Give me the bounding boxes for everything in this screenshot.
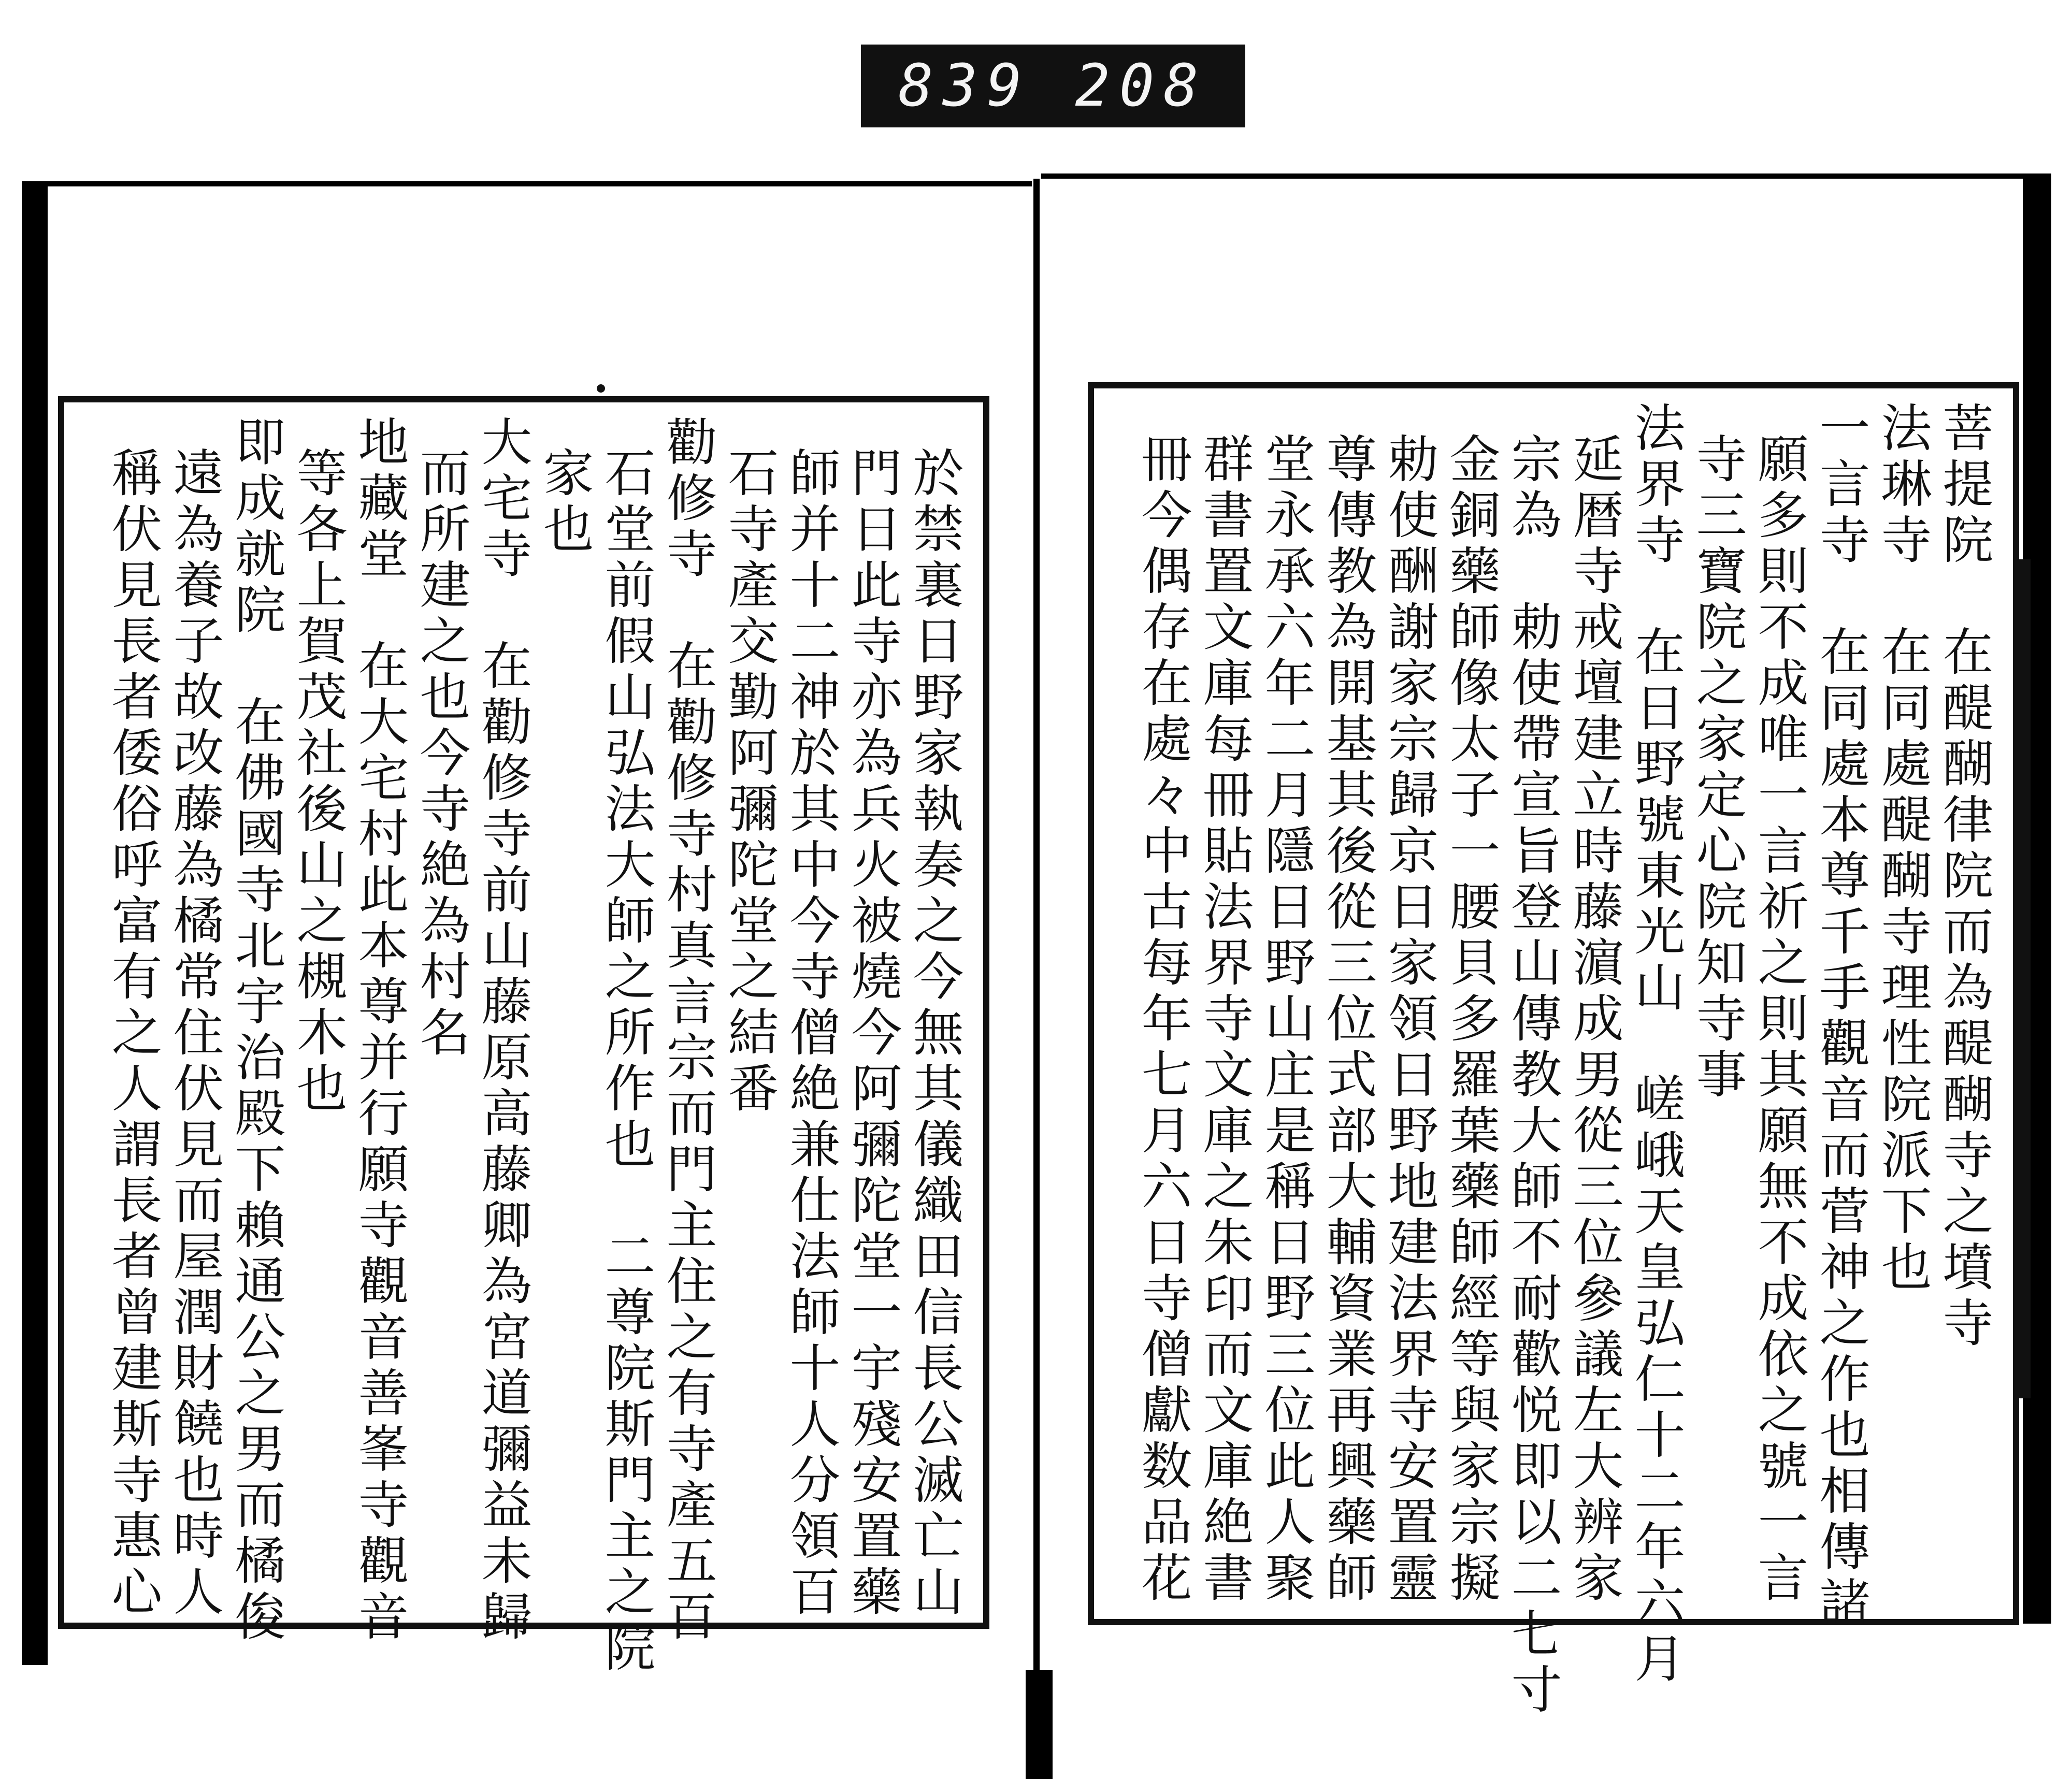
gutter-block	[1026, 1670, 1053, 1779]
left-page-column: 遠為養子故改藤為橘常住伏見而屋潤財饒也時人	[165, 446, 224, 1621]
left-book-edge	[22, 184, 48, 1665]
right-page-column: 群書置文庫每冊貼法界寺文庫之朱印而文庫絶書	[1195, 432, 1254, 1607]
frame-number-left: 839	[898, 52, 1031, 120]
frame-number-label	[861, 45, 1245, 127]
right-page-column: 勅使酬謝家宗歸京日家領日野地建法界寺安置靈	[1379, 432, 1438, 1607]
right-page-column: 一言寺 在同處本尊千手觀音而菅神之作也相傳諸	[1811, 401, 1870, 1632]
right-page-column: 尊傳教為開基其後從三位式部大輔資業再興藥師	[1318, 432, 1377, 1607]
left-page-column: 即成就院 在佛國寺北宇治殿下賴通公之男而橘俊	[226, 415, 285, 1646]
left-page-column: 稱伏見長者倭俗呼富有之人謂長者曾建斯寺惠心	[103, 446, 162, 1621]
left-page-column: 於禁裏日野家執奏之今無其儀織田信長公滅亡山	[904, 446, 963, 1621]
frame-number-right: 208	[1075, 52, 1208, 120]
right-page-column: 堂永承六年二月隱日野山庄是稱日野三位此人聚	[1256, 432, 1315, 1607]
right-page-column: 金銅藥師像太子一腰貝多羅葉藥師經等與家宗擬	[1441, 432, 1500, 1607]
left-page-column: 家也	[535, 446, 594, 558]
gutter-line	[1033, 179, 1040, 1675]
left-page-column: 師并十二神於其中今寺僧絶兼仕法師十人分領百	[781, 446, 840, 1621]
right-page-column: 宗為 勅使帶宣旨登山傳教大師不耐歡悦即以二七寸	[1503, 432, 1562, 1719]
left-page-column: 門日此寺亦為兵火被燒今阿彌陀堂一宇殘安置藥	[843, 446, 902, 1621]
left-page-column: 而所建之也今寺絶為村名	[411, 446, 470, 1062]
left-page-column: 石寺產交勤阿彌陀堂之結番	[720, 446, 779, 1118]
left-page-column: 石堂前假山弘法大師之所作也 二尊院斯門主之院	[596, 446, 655, 1677]
left-page-column: 等各上賀茂社後山之槻木也	[288, 446, 347, 1118]
ink-mark	[597, 384, 605, 393]
left-page-column: 勸修寺 在勸修寺村真言宗而門主住之有寺產五百	[658, 415, 717, 1646]
right-page-column: 願多則不成唯一言祈之則其願無不成依之號一言	[1749, 432, 1808, 1607]
top-edge-right	[1041, 173, 2051, 179]
right-page-column: 延暦寺戒壇建立時藤濵成男從三位參議左大辨家	[1564, 432, 1623, 1607]
top-edge-left	[22, 181, 1032, 186]
right-page-frame	[1088, 382, 2019, 1719]
left-page-column: 大宅寺 在勸修寺前山藤原高藤卿為宮道彌益未歸	[473, 415, 532, 1646]
right-page-column: 法琳寺 在同處醍醐寺理性院派下也	[1873, 401, 1932, 1296]
left-page-column: 地藏堂 在大宅村此本尊并行願寺觀音善峯寺觀音	[350, 415, 409, 1646]
right-page-column: 寺三寶院之家定心院知寺事	[1688, 432, 1747, 1104]
right-page-column: 法界寺 在日野號東光山 嵯峨天皇弘仁十二年六月	[1626, 401, 1685, 1688]
right-page-column: 冊今偶存在處々中古每年七月六日寺僧獻数品花	[1133, 432, 1192, 1607]
right-page-column: 菩提院 在醍醐律院而為醍醐寺之墳寺	[1934, 401, 1993, 1352]
left-page-frame	[58, 396, 989, 1677]
